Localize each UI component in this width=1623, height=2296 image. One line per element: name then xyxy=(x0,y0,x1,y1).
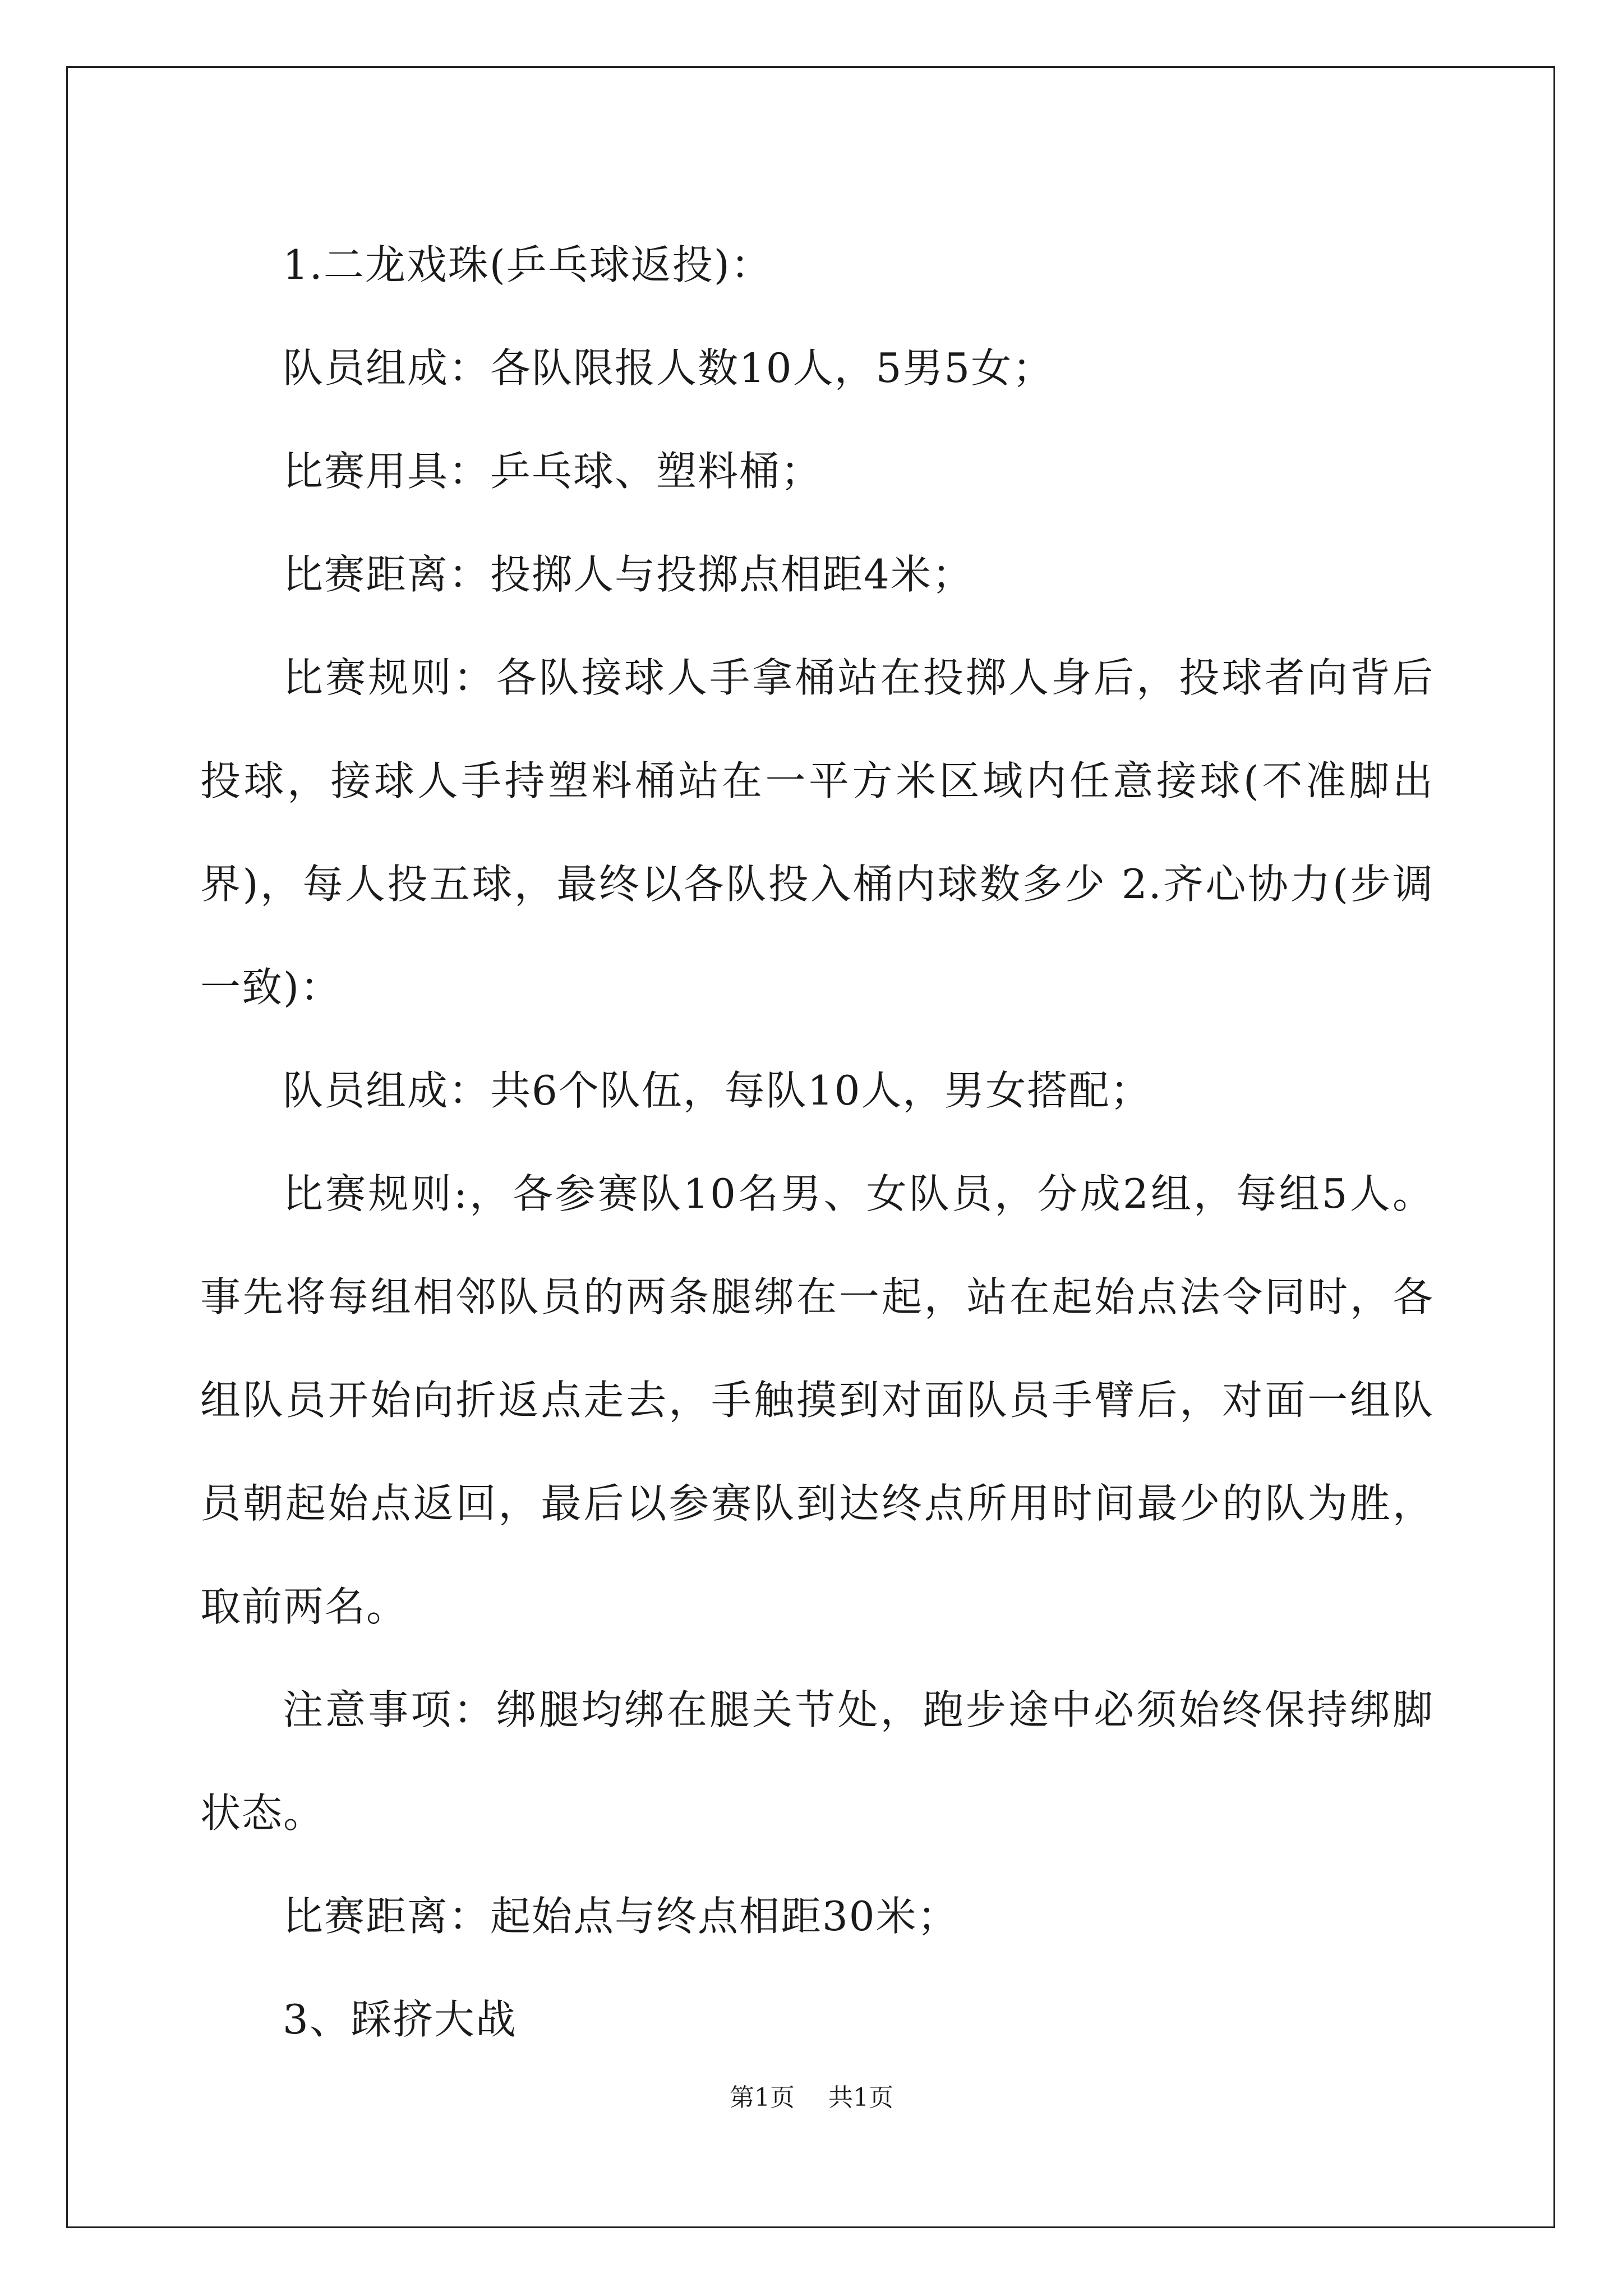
page-number-total: 共1页 xyxy=(828,2083,893,2112)
paragraph-section-1-title: 1.二龙戏珠(乒乓球返投)： xyxy=(283,241,772,288)
paragraph-equipment: 比赛用具：乒乓球、塑料桶； xyxy=(283,448,823,495)
paragraph-notes: 注意事项：绑腿均绑在腿关节处，跑步途中必须始终保持绑脚状态。 xyxy=(200,1686,1434,1837)
document-body xyxy=(200,213,1434,2071)
paragraph-rules-2: 比赛规则:，各参赛队10名男、女队员，分成2组，每组5人。事先将每组相邻队员的两条腿绑在一起，站在起始点法令同时，各组队员开始向折返点走去，手触摸到对面队员手臂后，对面一组队员朝起始点返回，最后以参赛队到达终点所用时间最少的队为胜，取前两名。 xyxy=(200,1170,1434,1630)
page-footer xyxy=(0,2081,1623,2115)
paragraph-rules: 比赛规则：各队接球人手拿桶站在投掷人身后，投球者向背后投球，接球人手持塑料桶站在一平方米区域内任意接球(不准脚出界)，每人投五球，最终以各队投入桶内球数多少 2.齐心协力(步调一致)： xyxy=(200,654,1434,1011)
page-number-current: 第1页 xyxy=(730,2083,795,2112)
paragraph-distance: 比赛距离：投掷人与投掷点相距4米； xyxy=(283,551,974,598)
paragraph-distance-2: 比赛距离：起始点与终点相距30米； xyxy=(283,1893,959,1940)
paragraph-team-composition: 队员组成：各队限报人数10人，5男5女； xyxy=(283,344,1054,392)
paragraph-team-composition-2: 队员组成：共6个队伍，每队10人，男女搭配； xyxy=(283,1067,1152,1114)
paragraph-section-3-title: 3、踩挤大战 xyxy=(283,1996,517,2043)
